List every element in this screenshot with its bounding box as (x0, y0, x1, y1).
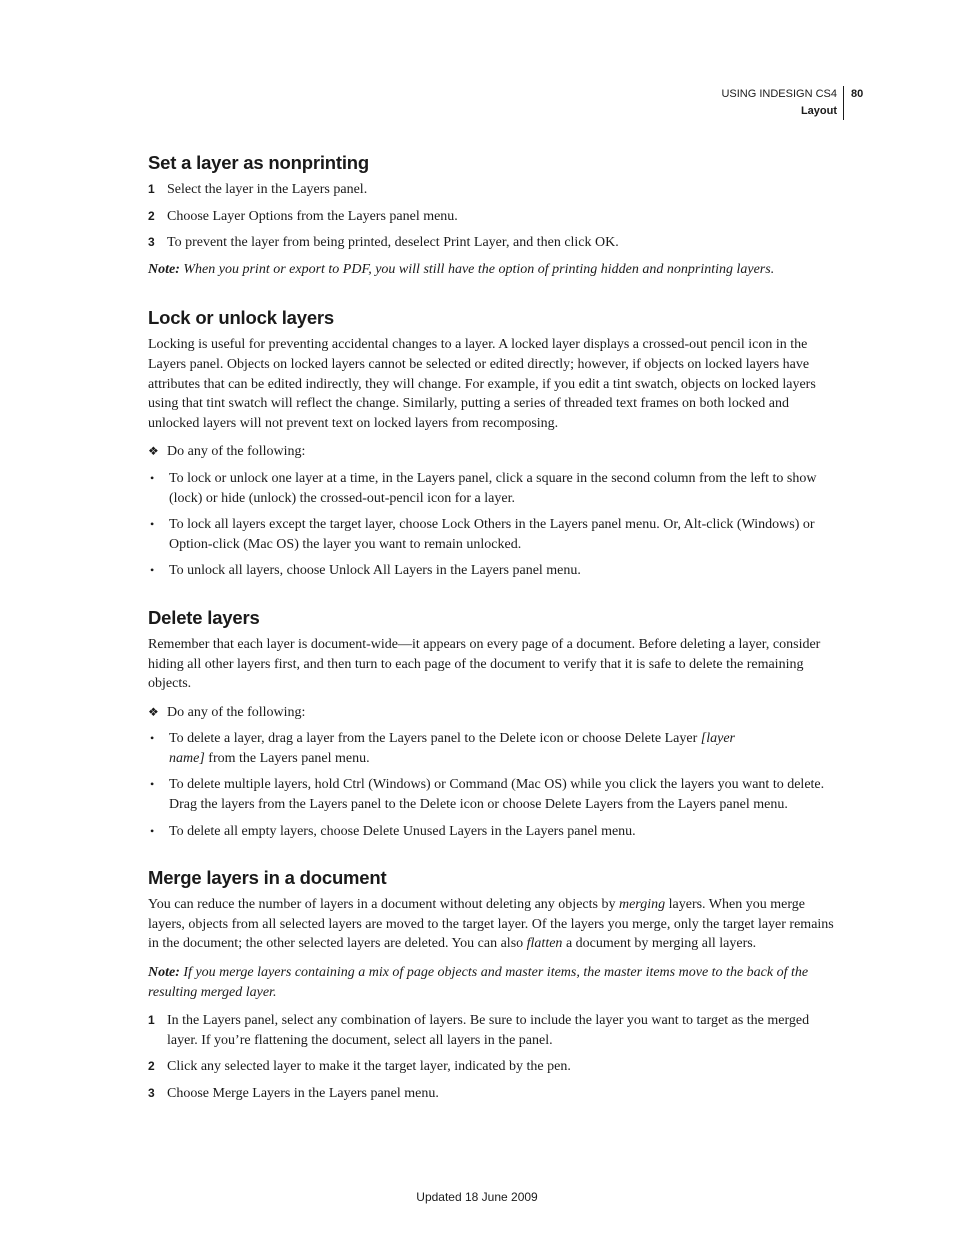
body-part: a document by merging all layers. (562, 936, 757, 952)
bullet-icon: • (150, 563, 155, 578)
section-merge-layers (148, 865, 842, 1103)
bullet-text-emphasis: [layer name] (169, 731, 735, 766)
section-title: Set a layer as nonprinting (148, 152, 369, 173)
bullet-icon: • (150, 470, 155, 485)
bullet-icon: • (150, 777, 155, 792)
lead-text: Do any of the following: (167, 704, 306, 720)
step-number: 2 (148, 208, 155, 223)
bullet-item (148, 561, 842, 581)
bullet-icon: • (150, 823, 155, 838)
step-text: Select the layer in the Layers panel. (167, 182, 368, 197)
diamond-bullet-icon: ❖ (148, 444, 159, 459)
body-part: layers. When you merge layers, objects from all selected layers are moved to the target layer. Of the layers you merge, only the target layer remains in the document; the other selected layers are deleted. You can also (148, 897, 834, 952)
bullet-item (148, 469, 842, 508)
step-number: 1 (148, 1013, 155, 1028)
step-number: 3 (148, 1086, 155, 1100)
diamond-bullet-icon: ❖ (148, 704, 159, 719)
lead-item (148, 703, 842, 723)
bullet-item (148, 822, 842, 842)
body-emphasis: flatten (526, 936, 563, 952)
bullet-icon: • (150, 517, 155, 532)
section-title: Lock or unlock layers (148, 307, 335, 329)
step-item (148, 207, 842, 227)
lead-text: Do any of the following: (167, 444, 306, 460)
page-footer: Updated 18 June 2009 (416, 1190, 538, 1204)
note-text: If you merge layers containing a mix of page objects and master items, the master items move to the back of the resulting merged layer. (148, 965, 809, 1000)
running-header (721, 86, 844, 120)
header-product: USING INDESIGN CS4 (721, 88, 837, 100)
note-label: Note: (148, 261, 180, 277)
bullet-icon: • (150, 731, 155, 746)
note-text: When you print or export to PDF, you will still have the option of printing hidden and nonprinting layers. (183, 261, 775, 277)
bullet-text: To lock or unlock one layer at a time, in the Layers panel, click a square in the second column from the left to show (lock) or hide (unlock) the crossed-out-pencil icon for a layer. (169, 470, 817, 506)
bullet-text-part: To delete a layer, drag a layer from the Layers panel to the Delete icon or choose Delete Layer (169, 731, 701, 747)
bullet-item (148, 515, 842, 554)
page-content (148, 150, 842, 1126)
note (148, 963, 842, 1002)
step-text: To prevent the layer from being printed, deselect Print Layer, and then click OK. (167, 235, 619, 251)
note (148, 260, 842, 280)
bullet-text (169, 729, 769, 768)
body-emphasis: merging (618, 897, 666, 913)
bullet-text: To unlock all layers, choose Unlock All Layers in the Layers panel menu. (169, 563, 581, 579)
section-title: Merge layers in a document (148, 867, 387, 889)
step-item (148, 180, 842, 200)
bullet-text: To delete all empty layers, choose Delete Unused Layers in the Layers panel menu. (169, 823, 636, 839)
step-text: Choose Merge Layers in the Layers panel menu. (167, 1086, 439, 1101)
bullet-text: To delete multiple layers, hold Ctrl (Windows) or Command (Mac OS) while you click the layers you want to delete. Drag the layers from the Layers panel to the Delete icon or choose Delete Layers from the Layers panel menu. (169, 777, 825, 813)
section-body: Locking is useful for preventing accidental changes to a layer. A locked layer displays a crossed-out pencil icon in the Layers panel. Objects on locked layers cannot be selected or edited directly; however, if objects on locked layers have attributes that can be edited indirectly, they will change. For example, if you edit a tint swatch, objects on locked layers using that tint swatch will reflect the change. Similarly, putting a series of threaded text frames on both locked and unlocked layers will not prevent text on locked layers from recomposing. (148, 337, 816, 431)
bullet-text-part: from the Layers panel menu. (204, 750, 370, 766)
step-item (148, 233, 842, 253)
step-number: 1 (148, 182, 155, 196)
step-item (148, 1057, 842, 1077)
step-text: Choose Layer Options from the Layers panel menu. (167, 208, 458, 224)
section-nonprinting (148, 150, 842, 279)
header-chapter: Layout (800, 105, 837, 117)
bullet-text: To lock all layers except the target layer, choose Lock Others in the Layers panel menu. Or, Alt-click (Windows) or Option-click (Mac OS) the layer you want to remain unlocked. (169, 517, 815, 552)
step-text: In the Layers panel, select any combination of layers. Be sure to include the layer you want to target as the merged layer. If you’re flattening the document, select all layers in the panel. (167, 1013, 810, 1048)
lead-item (148, 442, 842, 462)
section-lock-unlock (148, 305, 842, 581)
section-title: Delete layers (148, 606, 260, 628)
page-number: 80 (851, 88, 864, 100)
section-body: Remember that each layer is document-wide—it appears on every page of a document. Before deleting a layer, consider hiding all other layers first, and then turn to each page of the document to verify that it is safe to delete the remaining objects. (148, 636, 821, 692)
step-item (148, 1084, 842, 1104)
bullet-item (148, 775, 842, 814)
step-number: 3 (148, 235, 155, 250)
step-item (148, 1011, 842, 1050)
section-delete-layers (148, 605, 842, 841)
section-body (148, 895, 842, 954)
step-number: 2 (148, 1059, 155, 1074)
step-text: Click any selected layer to make it the target layer, indicated by the pen. (167, 1059, 571, 1075)
bullet-item (148, 729, 842, 768)
body-part: You can reduce the number of layers in a document without deleting any objects by (148, 897, 619, 913)
note-label: Note: (148, 965, 180, 981)
